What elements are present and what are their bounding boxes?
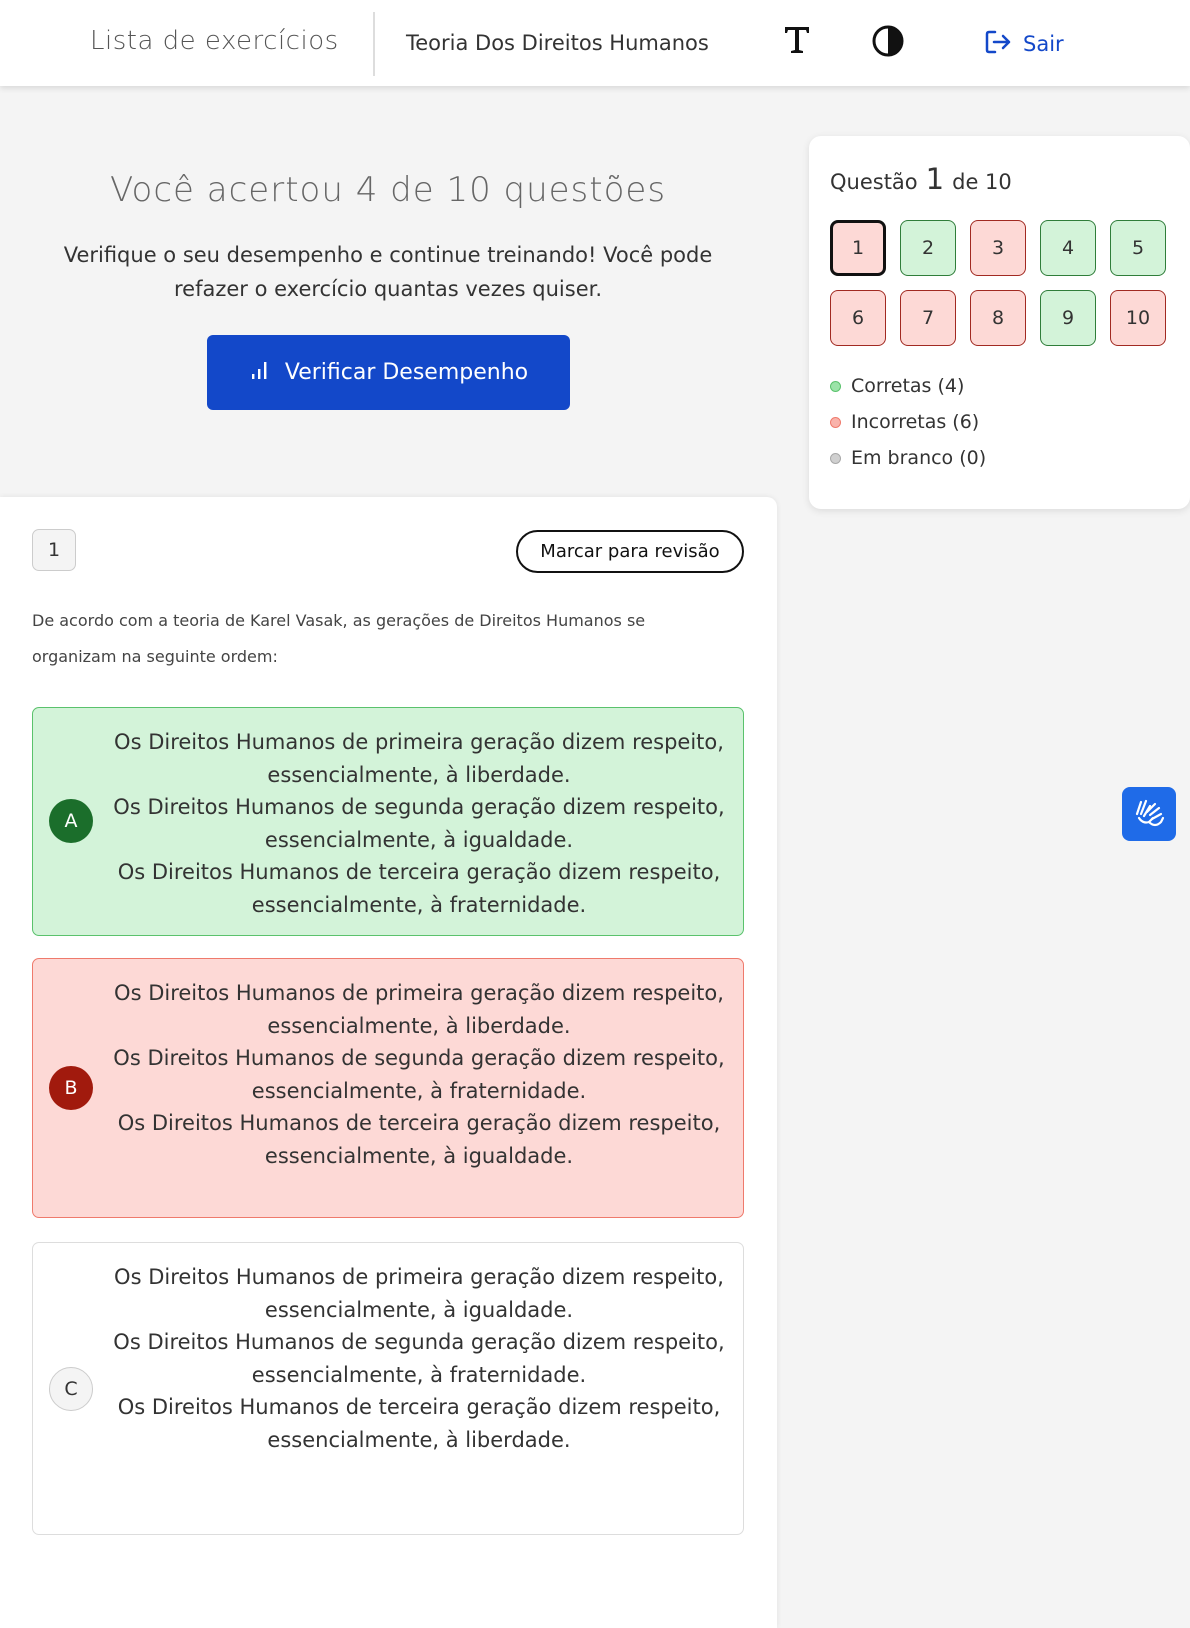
- question-text: De acordo com a teoria de Karel Vasak, as gerações de Direitos Humanos se organizam na seguinte ordem:: [32, 611, 646, 666]
- option-line: Os Direitos Humanos de primeira geração dizem respeito, essencialmente, à igualdade.: [114, 1265, 724, 1322]
- legend-item: [830, 368, 986, 404]
- logout-icon: [983, 27, 1013, 62]
- font-size-icon[interactable]: [780, 22, 814, 56]
- question-button-2[interactable]: 2: [900, 220, 956, 276]
- bar-chart-icon: [249, 359, 271, 387]
- score-title: Você acertou 4 de 10 questões: [109, 170, 667, 210]
- question-button-8[interactable]: 8: [970, 290, 1026, 346]
- score-description: Verifique o seu desempenho e continue treinando! Você pode refazer o exercício quantas vezes quiser.: [63, 243, 713, 301]
- check-performance-label: Verificar Desempenho: [284, 360, 529, 385]
- question-button-4[interactable]: 4: [1040, 220, 1096, 276]
- question-button-5[interactable]: 5: [1110, 220, 1166, 276]
- legend-label: Em branco (0): [851, 447, 987, 469]
- question-button-9[interactable]: 9: [1040, 290, 1096, 346]
- option-text: [113, 977, 725, 1172]
- contrast-icon[interactable]: [871, 24, 905, 58]
- logout-label: Sair: [1023, 32, 1064, 56]
- option-line: Os Direitos Humanos de segunda geração dizem respeito, essencialmente, à fraternidade.: [113, 1330, 725, 1387]
- question-button-10[interactable]: 10: [1110, 290, 1166, 346]
- logout-button[interactable]: [983, 27, 1064, 61]
- option-line: Os Direitos Humanos de segunda geração dizem respeito, essencialmente, à igualdade.: [113, 795, 725, 852]
- option-c[interactable]: [32, 1242, 744, 1535]
- top-header: [0, 0, 1190, 86]
- navigator-prefix: Questão: [830, 170, 918, 194]
- option-line: Os Direitos Humanos de primeira geração dizem respeito, essencialmente, à liberdade.: [114, 981, 724, 1038]
- legend-item: [830, 440, 986, 476]
- legend-dot: [830, 381, 841, 392]
- question-button-6[interactable]: 6: [830, 290, 886, 346]
- legend-dot: [830, 417, 841, 428]
- option-line: Os Direitos Humanos de terceira geração dizem respeito, essencialmente, à fraternidade.: [117, 860, 721, 917]
- option-b[interactable]: [32, 958, 744, 1218]
- option-line: Os Direitos Humanos de segunda geração dizem respeito, essencialmente, à fraternidade.: [113, 1046, 725, 1103]
- legend-item: [830, 404, 986, 440]
- mark-for-review-button[interactable]: Marcar para revisão: [516, 530, 744, 573]
- status-legend: [830, 368, 986, 476]
- legend-dot: [830, 453, 841, 464]
- question-button-3[interactable]: 3: [970, 220, 1026, 276]
- option-text: [113, 726, 725, 921]
- navigator-heading: [830, 162, 1012, 196]
- navigator-current: 1: [925, 162, 945, 196]
- question-grid: [830, 220, 1166, 346]
- question-button-7[interactable]: 7: [900, 290, 956, 346]
- option-a[interactable]: [32, 707, 744, 936]
- question-number-badge: 1: [32, 529, 76, 571]
- sign-language-icon: [1131, 794, 1167, 834]
- navigator-suffix: de 10: [952, 170, 1012, 194]
- option-line: Os Direitos Humanos de terceira geração dizem respeito, essencialmente, à liberdade.: [117, 1395, 721, 1452]
- option-letter: B: [49, 1066, 93, 1110]
- option-letter: A: [49, 799, 93, 843]
- question-button-1[interactable]: 1: [830, 220, 886, 276]
- legend-label: Corretas (4): [851, 375, 965, 397]
- question-card: [0, 497, 777, 1628]
- subject-title: Teoria Dos Direitos Humanos: [406, 31, 709, 55]
- check-performance-button[interactable]: [207, 335, 570, 410]
- sign-language-button[interactable]: [1122, 787, 1176, 841]
- legend-label: Incorretas (6): [851, 411, 980, 433]
- option-text: [113, 1261, 725, 1456]
- option-line: Os Direitos Humanos de primeira geração dizem respeito, essencialmente, à liberdade.: [114, 730, 724, 787]
- option-line: Os Direitos Humanos de terceira geração dizem respeito, essencialmente, à igualdade.: [117, 1111, 721, 1168]
- option-letter: C: [49, 1367, 93, 1411]
- question-navigator: [809, 136, 1190, 509]
- header-divider: [373, 12, 375, 76]
- page-title: Lista de exercícios: [90, 26, 339, 56]
